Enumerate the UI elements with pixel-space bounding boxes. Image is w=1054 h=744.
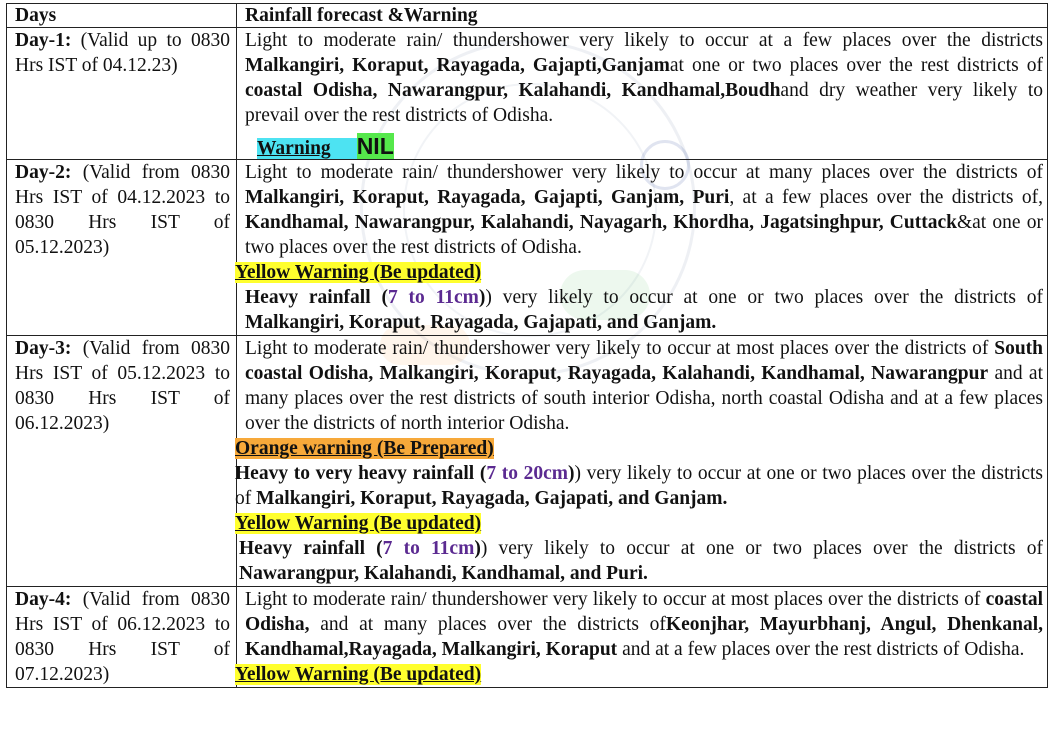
table-header-row: [7, 4, 1048, 28]
warning-label: Warning: [257, 138, 357, 159]
forecast-text: Light to moderate rain/ thundershower very likely to occur at most places over the districts of South coastal Odisha, Malkangiri, Koraput, Rayagada, Kalahandi, Kandhamal, Nawarangpur and at many places over the rest districts of south interior Odisha, north coastal Odisha and at a few places over the districts of north interior Odisha.: [245, 338, 1043, 434]
warning-districts: Malkangiri, Koraput, Rayagada, Gajapati, and Ganjam.: [256, 488, 728, 509]
rainfall-amount: 7 to 20cm: [486, 463, 569, 484]
forecast-cell: [237, 336, 1048, 587]
valid-period: (Valid from 0830 Hrs IST of 05.12.2023 to 0830 Hrs IST of 06.12.2023): [15, 338, 231, 434]
day-label: Day-1:: [15, 30, 72, 51]
day-cell: [7, 28, 237, 160]
warning-detail: Heavy to very heavy rainfall (7 to 20cm)) very likely to occur at one or two places over the districts of Malkangiri, Koraput, Rayagada, Gajapati, and Ganjam.: [235, 463, 1043, 509]
table-row: [7, 336, 1048, 587]
warning-header: [235, 260, 1043, 285]
warning-header: [235, 511, 1043, 536]
table-row: [7, 28, 1048, 160]
rainfall-amount: 7 to 11cm: [387, 287, 479, 308]
yellow-warning-label: Yellow Warning (Be updated): [235, 262, 482, 283]
day-cell: [7, 336, 237, 587]
table-row: [7, 160, 1048, 336]
warning-detail: Heavy rainfall (7 to 11cm)) very likely to occur at one or two places over the districts of Malkangiri, Koraput, Rayagada, Gajapati, and Ganjam.: [245, 287, 1043, 333]
day-cell: [7, 160, 237, 336]
valid-period: (Valid from 0830 Hrs IST of 06.12.2023 to 0830 Hrs IST of 07.12.2023): [15, 589, 231, 685]
warning-value: NIL: [356, 133, 394, 159]
forecast-text: Light to moderate rain/ thundershower very likely to occur at most places over the districts of coastal Odisha, and at many places over the districts ofKeonjhar, Mayurbhanj, Angul, Dhenkanal, Kandhamal,Rayagada, Malkangiri, Koraput and at a few places over the rest districts of Odisha.: [245, 589, 1043, 660]
forecast-text: Light to moderate rain/ thundershower very likely to occur at many places over the districts of Malkangiri, Koraput, Rayagada, Gajapti, Ganjam, Puri, at a few places over the districts of, Kandhamal, Nawarangpur, Kalahandi, Nayagarh, Khordha, Jagatsinghpur, Cuttack&at one or two places over the rest districts of Odisha.: [245, 162, 1043, 258]
header-days: Days: [7, 4, 237, 28]
day-cell: [7, 587, 237, 688]
forecast-text: Light to moderate rain/ thundershower very likely to occur at a few places over the districts Malkangiri, Koraput, Rayagada, Gajapti,Ganjamat one or two places over the rest districts of coastal Odisha, Nawarangpur, Kalahandi, Kandhamal,Boudhand dry weather very likely to prevail over the rest districts of Odisha.: [245, 30, 1043, 126]
warning-districts: Nawarangpur, Kalahandi, Kandhamal, and Puri.: [239, 563, 648, 584]
forecast-cell: [237, 587, 1048, 688]
warning-header: [235, 662, 1043, 687]
valid-period: (Valid up to 0830 Hrs IST of 04.12.23): [15, 30, 231, 76]
warning-districts: Malkangiri, Koraput, Rayagada, Gajapati, and Ganjam.: [245, 312, 717, 333]
forecast-cell: [237, 28, 1048, 160]
warning-detail: Heavy rainfall (7 to 11cm)) very likely to occur at one or two places over the districts of Nawarangpur, Kalahandi, Kandhamal, and Puri.: [239, 538, 1043, 584]
valid-period: (Valid from 0830 Hrs IST of 04.12.2023 to 0830 Hrs IST of 05.12.2023): [15, 162, 231, 258]
day-label: Day-4:: [15, 589, 72, 610]
header-forecast: Rainfall forecast &Warning: [237, 4, 1048, 28]
warning-line: [245, 133, 1043, 159]
yellow-warning-label: Yellow Warning (Be updated): [235, 664, 482, 685]
table-row: [7, 587, 1048, 688]
yellow-warning-label: Yellow Warning (Be updated): [235, 513, 482, 534]
rainfall-amount: 7 to 11cm: [382, 538, 475, 559]
forecast-table: [6, 3, 1048, 688]
warning-header: [235, 436, 1043, 461]
orange-warning-label: Orange warning (Be Prepared): [235, 438, 494, 459]
day-label: Day-2:: [15, 162, 72, 183]
forecast-cell: [237, 160, 1048, 336]
day-label: Day-3:: [15, 338, 72, 359]
